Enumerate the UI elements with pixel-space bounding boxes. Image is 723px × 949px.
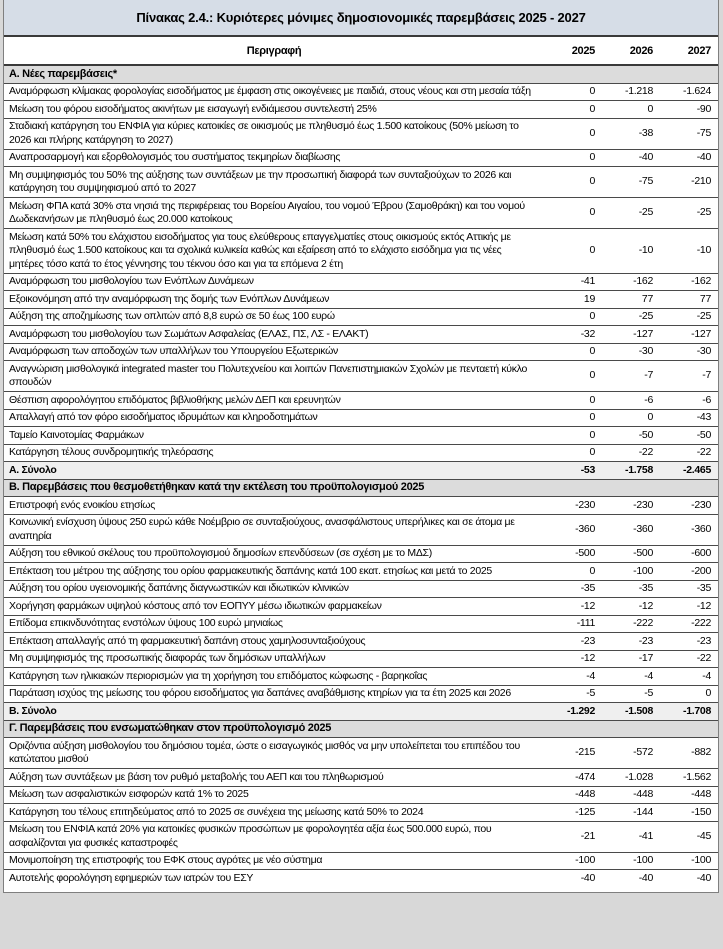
row-description: Χορήγηση φαρμάκων υψηλού κόστους από τον ΕΟΠΥΥ μέσω ιδιωτικών φαρμακείων	[4, 598, 544, 616]
table-row	[4, 738, 718, 769]
cell-2026: -448	[602, 786, 660, 804]
cell-2027: -1.624	[660, 83, 718, 101]
row-description: Επίδομα επικινδυνότητας ενστόλων ύψους 100 ευρώ μηνιαίως	[4, 615, 544, 633]
cell-2025: 19	[544, 291, 602, 309]
cell-2025: 0	[544, 343, 602, 361]
row-description: Αύξηση του εθνικού σκέλους του προϋπολογισμού δημοσίων επενδύσεων (σε σχέση με το ΜΔΣ)	[4, 545, 544, 563]
table-row	[4, 409, 718, 427]
table-row	[4, 308, 718, 326]
cell-2027: -222	[660, 615, 718, 633]
cell-2025: 0	[544, 198, 602, 229]
cell-2025: -500	[544, 545, 602, 563]
cell-2027: -43	[660, 409, 718, 427]
row-description: Κατάργηση του τέλους επιτηδεύματος από το 2025 σε συνέχεια της μείωσης κατά 50% το 2024	[4, 804, 544, 822]
table-row	[4, 668, 718, 686]
cell-2026: -25	[602, 198, 660, 229]
cell-2026: -230	[602, 497, 660, 515]
cell-2027: -600	[660, 545, 718, 563]
cell-2027: 77	[660, 291, 718, 309]
section-header-row	[4, 720, 718, 738]
table-row	[4, 580, 718, 598]
cell-2025: 0	[544, 563, 602, 581]
cell-2026: -500	[602, 545, 660, 563]
table-row	[4, 343, 718, 361]
cell-2025: -23	[544, 633, 602, 651]
cell-2025: -215	[544, 738, 602, 769]
row-description: Κατάργηση των ηλικιακών περιορισμών για τη χορήγηση του επιδόματος κώφωσης - βαρηκοΐας	[4, 668, 544, 686]
total-2026: -1.758	[602, 462, 660, 480]
row-description: Επέκταση του μέτρου της αύξησης του ορίου φαρμακευτικής δαπάνης κατά 100 εκατ. ετησίως και μετά το 2025	[4, 563, 544, 581]
table-row	[4, 563, 718, 581]
row-description: Αναπροσαρμογή και εξορθολογισμός του συστήματος τεκμηρίων διαβίωσης	[4, 149, 544, 167]
row-description: Θέσπιση αφορολόγητου επιδόματος βιβλιοθήκης μελών ΔΕΠ και ερευνητών	[4, 392, 544, 410]
total-label: Α. Σύνολο	[4, 462, 544, 480]
table-row	[4, 870, 718, 887]
row-description: Παράταση ισχύος της μείωσης του φόρου εισοδήματος για δαπάνες αναβάθμισης κτηρίων για τα έτη 2025 και 2026	[4, 685, 544, 703]
row-description: Επιστροφή ενός ενοικίου ετησίως	[4, 497, 544, 515]
cell-2026: -22	[602, 444, 660, 462]
table-row	[4, 852, 718, 870]
row-description: Αύξηση του ορίου υγειονομικής δαπάνης διαγνωστικών και ιδιωτικών κλινικών	[4, 580, 544, 598]
cell-2026: -222	[602, 615, 660, 633]
cell-2027: -75	[660, 118, 718, 149]
row-description: Μη συμψηφισμός της προσωπικής διαφοράς των δημόσιων υπαλλήλων	[4, 650, 544, 668]
cell-2026: -1.218	[602, 83, 660, 101]
cell-2027: -100	[660, 852, 718, 870]
row-description: Αναμόρφωση του μισθολογίου των Ενόπλων Δυνάμεων	[4, 273, 544, 291]
cell-2026: -5	[602, 685, 660, 703]
cell-2027: -30	[660, 343, 718, 361]
cell-2027: -360	[660, 514, 718, 545]
table-row	[4, 167, 718, 198]
cell-2025: 0	[544, 101, 602, 119]
row-description: Αναμόρφωση κλίμακας φορολογίας εισοδήματος με έμφαση στις οικογένειες με παιδιά, στους νέους και στη μεσαία τάξη	[4, 83, 544, 101]
cell-2026: -12	[602, 598, 660, 616]
row-description: Αναμόρφωση των αποδοχών των υπαλλήλων του Υπουργείου Εξωτερικών	[4, 343, 544, 361]
cell-2026: -25	[602, 308, 660, 326]
cell-2026: -10	[602, 229, 660, 274]
cell-2025: 0	[544, 361, 602, 392]
table-row	[4, 545, 718, 563]
cell-2025: 0	[544, 444, 602, 462]
section-header: Α. Νέες παρεμβάσεις*	[4, 65, 718, 83]
cell-2026: 77	[602, 291, 660, 309]
row-description: Κοινωνική ενίσχυση ύψους 250 ευρώ κάθε Νοέμβριο σε συνταξιούχους, ανασφάλιστους υπερήλικες και σε άτομα με αναπηρία	[4, 514, 544, 545]
cell-2027: -210	[660, 167, 718, 198]
section-header-row	[4, 479, 718, 497]
cell-2027: -4	[660, 668, 718, 686]
section-header-row	[4, 65, 718, 83]
row-description: Ταμείο Καινοτομίας Φαρμάκων	[4, 427, 544, 445]
cell-2027: -22	[660, 650, 718, 668]
column-header-2027: 2027	[660, 37, 718, 65]
cell-2026: -162	[602, 273, 660, 291]
cell-2025: -40	[544, 870, 602, 887]
cell-2027: -882	[660, 738, 718, 769]
cell-2025: -360	[544, 514, 602, 545]
row-description: Απαλλαγή από τον φόρο εισοδήματος ιδρυμάτων και κληροδοτημάτων	[4, 409, 544, 427]
cell-2025: 0	[544, 392, 602, 410]
cell-2025: -230	[544, 497, 602, 515]
table-row	[4, 786, 718, 804]
table-row	[4, 273, 718, 291]
row-description: Επέκταση απαλλαγής από τη φαρμακευτική δαπάνη στους χαμηλοσυνταξιούχους	[4, 633, 544, 651]
table-row	[4, 101, 718, 119]
table-row	[4, 633, 718, 651]
section-total-row	[4, 462, 718, 480]
cell-2026: 0	[602, 101, 660, 119]
total-label: Β. Σύνολο	[4, 703, 544, 721]
cell-2025: 0	[544, 308, 602, 326]
cell-2025: -474	[544, 769, 602, 787]
cell-2026: -572	[602, 738, 660, 769]
cell-2025: -125	[544, 804, 602, 822]
cell-2025: 0	[544, 229, 602, 274]
cell-2026: -144	[602, 804, 660, 822]
cell-2026: -7	[602, 361, 660, 392]
table-row	[4, 361, 718, 392]
cell-2026: -4	[602, 668, 660, 686]
table-row	[4, 598, 718, 616]
cell-2027: -25	[660, 198, 718, 229]
row-description: Μείωση του φόρου εισοδήματος ακινήτων με εισαγωγή ενδιάμεσου συντελεστή 25%	[4, 101, 544, 119]
cell-2026: -1.028	[602, 769, 660, 787]
cell-2027: -45	[660, 821, 718, 852]
cell-2026: -30	[602, 343, 660, 361]
cell-2027: -6	[660, 392, 718, 410]
cell-2025: 0	[544, 149, 602, 167]
cell-2025: -35	[544, 580, 602, 598]
cell-2025: -12	[544, 598, 602, 616]
row-description: Αύξηση των συντάξεων με βάση τον ρυθμό μεταβολής του ΑΕΠ και του πληθωρισμού	[4, 769, 544, 787]
cell-2026: -75	[602, 167, 660, 198]
cell-2027: -90	[660, 101, 718, 119]
row-description: Μείωση κατά 50% του ελάχιστου εισοδήματος για τους ελεύθερους επαγγελματίες στους οικισμούς εκτός Αττικής με πληθυσμό έως 1.500 κατοίκους και τα σχολικά κυλικεία καθώς και εξαίρεση από το ελάχιστο εισόδημα για τις νέες μητέρες τόσο κατά το έτος γέννησης του τέκνου όσο και για τα επόμενα 2 έτη	[4, 229, 544, 274]
row-description: Μονιμοποίηση της επιστροφής του ΕΦΚ στους αγρότες με νέο σύστημα	[4, 852, 544, 870]
cell-2025: -21	[544, 821, 602, 852]
row-description: Αύξηση της αποζημίωσης των οπλιτών από 8,8 ευρώ σε 50 έως 100 ευρώ	[4, 308, 544, 326]
table-row	[4, 769, 718, 787]
cell-2026: -6	[602, 392, 660, 410]
row-description: Εξοικονόμηση από την αναμόρφωση της δομής των Ενόπλων Δυνάμεων	[4, 291, 544, 309]
row-description: Μείωση ΦΠΑ κατά 30% στα νησιά της περιφέρειας του Βορείου Αιγαίου, του νομού Έβρου (Σαμοθράκη) και του νομού Δωδεκανήσων με πληθυσμό έως 20.000 κατοίκους	[4, 198, 544, 229]
cell-2025: 0	[544, 409, 602, 427]
table-row	[4, 392, 718, 410]
cell-2026: -40	[602, 149, 660, 167]
cell-2026: -50	[602, 427, 660, 445]
row-description: Μείωση του ΕΝΦΙΑ κατά 20% για κατοικίες φυσικών προσώπων με φορολογητέα αξία έως 500.000 ευρώ, που ασφαλίζονται για φυσικές καταστροφές	[4, 821, 544, 852]
cell-2027: -448	[660, 786, 718, 804]
cell-2026: -17	[602, 650, 660, 668]
cell-2027: -35	[660, 580, 718, 598]
table-row	[4, 118, 718, 149]
cell-2027: 0	[660, 685, 718, 703]
cell-2025: 0	[544, 83, 602, 101]
table-row	[4, 497, 718, 515]
table-title: Πίνακας 2.4.: Κυριότερες μόνιμες δημοσιονομικές παρεμβάσεις 2025 - 2027	[4, 0, 718, 37]
cell-2026: 0	[602, 409, 660, 427]
row-description: Μείωση των ασφαλιστικών εισφορών κατά 1% το 2025	[4, 786, 544, 804]
table-row	[4, 326, 718, 344]
table-row	[4, 804, 718, 822]
row-description: Κατάργηση τέλους συνδρομητικής τηλεόρασης	[4, 444, 544, 462]
row-description: Αυτοτελής φορολόγηση εφημεριών των ιατρών του ΕΣΥ	[4, 870, 544, 887]
total-2025: -1.292	[544, 703, 602, 721]
cell-2025: -41	[544, 273, 602, 291]
cell-2025: -100	[544, 852, 602, 870]
cell-2027: -25	[660, 308, 718, 326]
cell-2025: 0	[544, 427, 602, 445]
cell-2027: -7	[660, 361, 718, 392]
table-row	[4, 514, 718, 545]
table-row	[4, 427, 718, 445]
table-row	[4, 650, 718, 668]
column-header-2025: 2025	[544, 37, 602, 65]
total-2026: -1.508	[602, 703, 660, 721]
table-row	[4, 821, 718, 852]
row-description: Σταδιακή κατάργηση του ΕΝΦΙΑ για κύριες κατοικίες σε οικισμούς με πληθυσμό έως 1.500 κατοίκους (50% μείωση το 2026 και πλήρης κατάργηση το 2027)	[4, 118, 544, 149]
cell-2026: -100	[602, 852, 660, 870]
cell-2025: -5	[544, 685, 602, 703]
cell-2025: 0	[544, 118, 602, 149]
table-row	[4, 229, 718, 274]
section-header: Γ. Παρεμβάσεις που ενσωματώθηκαν στον προϋπολογισμό 2025	[4, 720, 718, 738]
cell-2027: -12	[660, 598, 718, 616]
cell-2025: -12	[544, 650, 602, 668]
table-row	[4, 83, 718, 101]
cell-2027: -40	[660, 149, 718, 167]
cell-2025: 0	[544, 167, 602, 198]
total-2027: -2.465	[660, 462, 718, 480]
interventions-table	[4, 37, 718, 887]
cell-2026: -41	[602, 821, 660, 852]
cell-2026: -38	[602, 118, 660, 149]
fiscal-interventions-table	[3, 0, 719, 893]
cell-2026: -40	[602, 870, 660, 887]
table-row	[4, 149, 718, 167]
cell-2027: -23	[660, 633, 718, 651]
cell-2026: -127	[602, 326, 660, 344]
cell-2026: -100	[602, 563, 660, 581]
header-row	[4, 37, 718, 65]
cell-2027: -230	[660, 497, 718, 515]
cell-2026: -35	[602, 580, 660, 598]
cell-2027: -127	[660, 326, 718, 344]
table-row	[4, 198, 718, 229]
cell-2025: -111	[544, 615, 602, 633]
cell-2027: -1.562	[660, 769, 718, 787]
table-row	[4, 444, 718, 462]
cell-2027: -22	[660, 444, 718, 462]
table-row	[4, 291, 718, 309]
cell-2027: -162	[660, 273, 718, 291]
section-total-row	[4, 703, 718, 721]
cell-2025: -4	[544, 668, 602, 686]
cell-2027: -40	[660, 870, 718, 887]
column-header-2026: 2026	[602, 37, 660, 65]
cell-2027: -200	[660, 563, 718, 581]
row-description: Αναγνώριση μισθολογικά integrated master του Πολυτεχνείου και λοιπών Πανεπιστημιακών Σχολών με πενταετή κύκλο σπουδών	[4, 361, 544, 392]
row-description: Αναμόρφωση του μισθολογίου των Σωμάτων Ασφαλείας (ΕΛΑΣ, ΠΣ, ΛΣ - ΕΛΑΚΤ)	[4, 326, 544, 344]
table-row	[4, 615, 718, 633]
cell-2026: -23	[602, 633, 660, 651]
row-description: Οριζόντια αύξηση μισθολογίου του δημόσιου τομέα, ώστε ο εισαγωγικός μισθός να μην υπολείπεται του επιπέδου του κατώτατου μισθού	[4, 738, 544, 769]
cell-2025: -32	[544, 326, 602, 344]
total-2027: -1.708	[660, 703, 718, 721]
column-header-description: Περιγραφή	[4, 37, 544, 65]
cell-2027: -150	[660, 804, 718, 822]
table-row	[4, 685, 718, 703]
total-2025: -53	[544, 462, 602, 480]
row-description: Μη συμψηφισμός του 50% της αύξησης των συντάξεων με την προσωπική διαφορά των συνταξιούχων το 2026 και κατάργηση του συμψηφισμού από το 2027	[4, 167, 544, 198]
cell-2026: -360	[602, 514, 660, 545]
cell-2025: -448	[544, 786, 602, 804]
section-header: Β. Παρεμβάσεις που θεσμοθετήθηκαν κατά την εκτέλεση του προϋπολογισμού 2025	[4, 479, 718, 497]
cell-2027: -10	[660, 229, 718, 274]
cell-2027: -50	[660, 427, 718, 445]
